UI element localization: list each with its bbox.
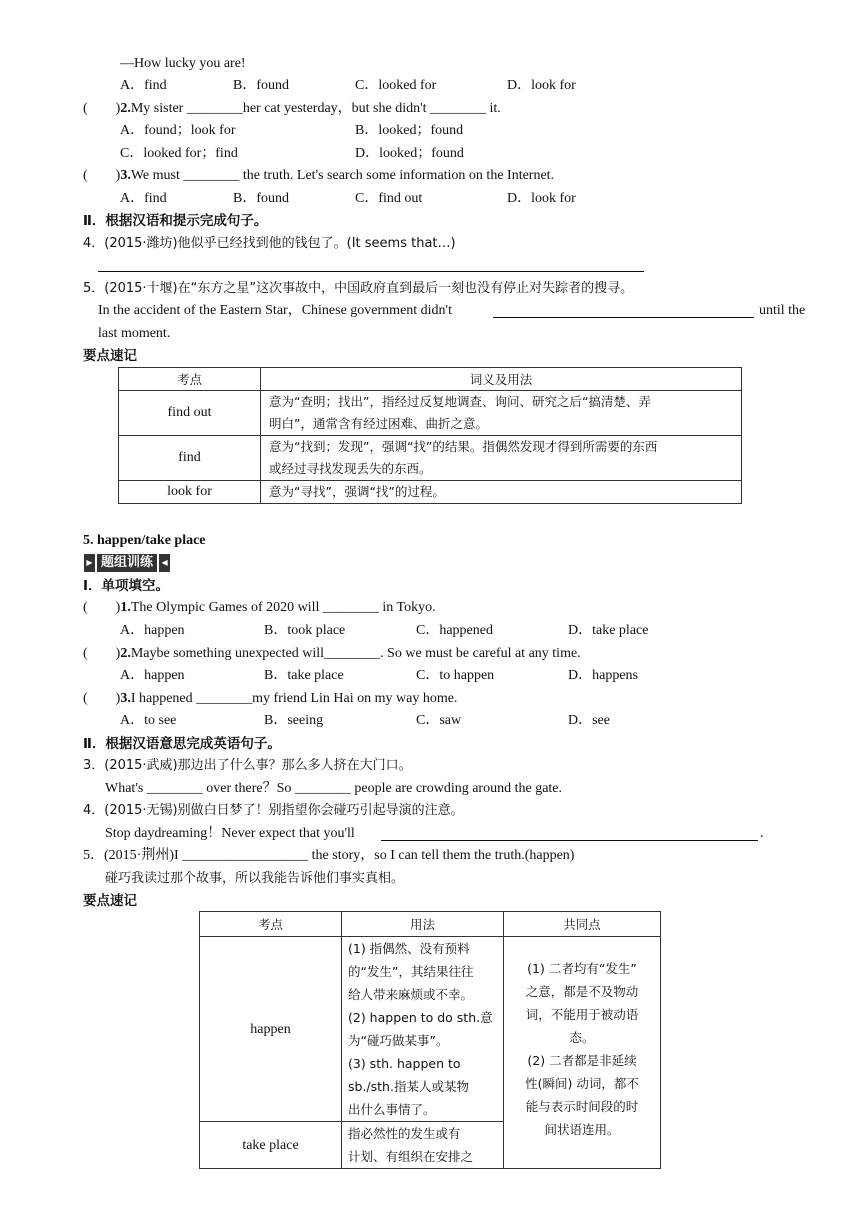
answer-paren: ( ) xyxy=(83,101,121,116)
row-usage: 意为“查明；找出”，指经过反复地调查、询问、研究之后“搞清楚、弄 明白”，通常含有经过困难、曲折之意。 xyxy=(261,391,742,436)
p2-stem xyxy=(83,644,581,664)
p5-english-end: . xyxy=(760,826,764,841)
q3-option-a: A．find xyxy=(120,191,167,206)
answer-line xyxy=(493,317,754,318)
q1-option-a: A．find xyxy=(120,78,167,93)
triangle-left-icon: ◀ xyxy=(159,554,170,572)
q4-prompt: 4．(2015·潍坊)他似乎已经找到他的钱包了。(It seems that…) xyxy=(83,236,456,251)
q5-prompt: 5．(2015·十堰)在“东方之星”这次事故中，中国政府直到最后一刻也没有停止对失踪者的搜寻。 xyxy=(83,281,634,296)
row-key: look for xyxy=(119,481,261,504)
question-text: Maybe something unexpected will________. So we must be careful at any time. xyxy=(130,646,581,661)
exercise-banner xyxy=(84,554,170,572)
q1-option-d: D．look for xyxy=(507,78,576,93)
memo-heading: 要点速记 xyxy=(83,348,137,364)
p1-option-b: B．took place xyxy=(264,623,346,638)
p6-chinese: 碰巧我读过那个故事，所以我能告诉他们事实真相。 xyxy=(105,871,405,886)
answer-line xyxy=(381,840,758,841)
question-text: I happened ________my friend Lin Hai on my way home. xyxy=(130,691,458,706)
question-number: 3. xyxy=(120,691,131,706)
p2-option-a: A．happen xyxy=(120,668,185,683)
table-row xyxy=(119,391,742,436)
q5-english-cont: last moment. xyxy=(98,326,171,341)
usage-table xyxy=(199,911,661,1169)
question-text: We must ________ the truth. Let's search some information on the Internet. xyxy=(130,168,555,183)
column-header: 词义及用法 xyxy=(261,368,742,391)
p4-prompt: 3．(2015·武威)那边出了什么事？那么多人挤在大门口。 xyxy=(83,758,412,773)
answer-paren: ( ) xyxy=(83,646,121,661)
column-header: 共同点 xyxy=(504,912,661,937)
table-row xyxy=(119,436,742,481)
p3-option-a: A．to see xyxy=(120,713,177,728)
question-number: 1. xyxy=(120,600,131,615)
row-usage: 指必然性的发生或有 计划、有组织在安排之 xyxy=(342,1122,504,1169)
p1-option-c: C．happened xyxy=(416,623,493,638)
answer-paren: ( ) xyxy=(83,600,121,615)
question-number: 2. xyxy=(120,101,131,116)
p3-option-d: D．see xyxy=(568,713,610,728)
topic-title: 5. happen/take place xyxy=(83,533,206,548)
p1-option-a: A．happen xyxy=(120,623,185,638)
p2-option-d: D．happens xyxy=(568,668,638,683)
dialog-reply: —How lucky you are! xyxy=(120,56,246,71)
q3-option-d: D．look for xyxy=(507,191,576,206)
row-usage: (1) 指偶然、没有预料 的“发生”，其结果往往 给人带来麻烦或不幸。 (2) happen to do sth.意 为“碰巧做某事”。 (3) sth. happen to sb./sth.指某人或某物 出什么事情了。 xyxy=(342,937,504,1122)
p3-stem xyxy=(83,689,457,709)
answer-paren: ( ) xyxy=(83,168,121,183)
banner-label: 题组训练 xyxy=(97,554,157,572)
section-heading: Ⅰ．单项填空。 xyxy=(83,578,170,594)
answer-paren: ( ) xyxy=(83,691,121,706)
p3-option-b: B．seeing xyxy=(264,713,324,728)
q3-stem xyxy=(83,166,554,186)
column-header: 考点 xyxy=(119,368,261,391)
p5-english-start: Stop daydreaming！Never expect that you'll xyxy=(105,826,355,841)
row-key: happen xyxy=(200,937,342,1122)
answer-line xyxy=(98,271,644,272)
q1-option-c: C．looked for xyxy=(355,78,437,93)
p3-option-c: C．saw xyxy=(416,713,462,728)
triangle-right-icon: ▶ xyxy=(84,554,95,572)
q2-option-a: A．found；look for xyxy=(120,123,236,138)
question-number: 2. xyxy=(120,646,131,661)
q3-option-b: B．found xyxy=(233,191,289,206)
question-text: The Olympic Games of 2020 will ________ in Tokyo. xyxy=(130,600,436,615)
column-header: 考点 xyxy=(200,912,342,937)
vocab-table xyxy=(118,367,742,504)
q5-english-start: In the accident of the Eastern Star，Chinese government didn't xyxy=(98,303,452,318)
q5-english-end: until the xyxy=(759,303,806,318)
row-usage: 意为“找到；发现”，强调“找”的结果。指偶然发现才得到所需要的东西 或经过寻找发现丢失的东西。 xyxy=(261,436,742,481)
table-row xyxy=(200,937,661,1122)
memo-heading: 要点速记 xyxy=(83,893,137,909)
common-points: (1) 二者均有“发生” 之意，都是不及物动 词，不能用于被动语 态。 (2) 二者都是非延续 性(瞬间) 动词，都不 能与表示时间段的时 间状语连用。 xyxy=(504,937,661,1169)
question-text: My sister ________her cat yesterday，but she didn't ________ it. xyxy=(130,101,501,116)
p1-stem xyxy=(83,598,436,618)
question-number: 3. xyxy=(120,168,131,183)
row-key: take place xyxy=(200,1122,342,1169)
q1-option-b: B．found xyxy=(233,78,289,93)
table-row xyxy=(119,481,742,504)
p6-english: 5．(2015·荆州)I __________________ the story，so I can tell them the truth.(happen) xyxy=(83,848,575,863)
row-usage: 意为“寻找”，强调“找”的过程。 xyxy=(261,481,742,504)
p5-prompt: 4．(2015·无锡)别做白日梦了！别指望你会碰巧引起导演的注意。 xyxy=(83,803,464,818)
p1-option-d: D．take place xyxy=(568,623,649,638)
q2-stem xyxy=(83,99,501,119)
section-heading: Ⅱ．根据汉语意思完成英语句子。 xyxy=(83,736,281,752)
q2-option-c: C．looked for；find xyxy=(120,146,238,161)
p2-option-b: B．take place xyxy=(264,668,344,683)
q2-option-d: D．looked；found xyxy=(355,146,464,161)
row-key: find xyxy=(119,436,261,481)
q2-option-b: B．looked；found xyxy=(355,123,464,138)
section-heading: Ⅱ．根据汉语和提示完成句子。 xyxy=(83,213,268,229)
p4-english: What's ________ over there？So ________ people are crowding around the gate. xyxy=(105,781,563,796)
p2-option-c: C．to happen xyxy=(416,668,495,683)
q3-option-c: C．find out xyxy=(355,191,423,206)
column-header: 用法 xyxy=(342,912,504,937)
row-key: find out xyxy=(119,391,261,436)
